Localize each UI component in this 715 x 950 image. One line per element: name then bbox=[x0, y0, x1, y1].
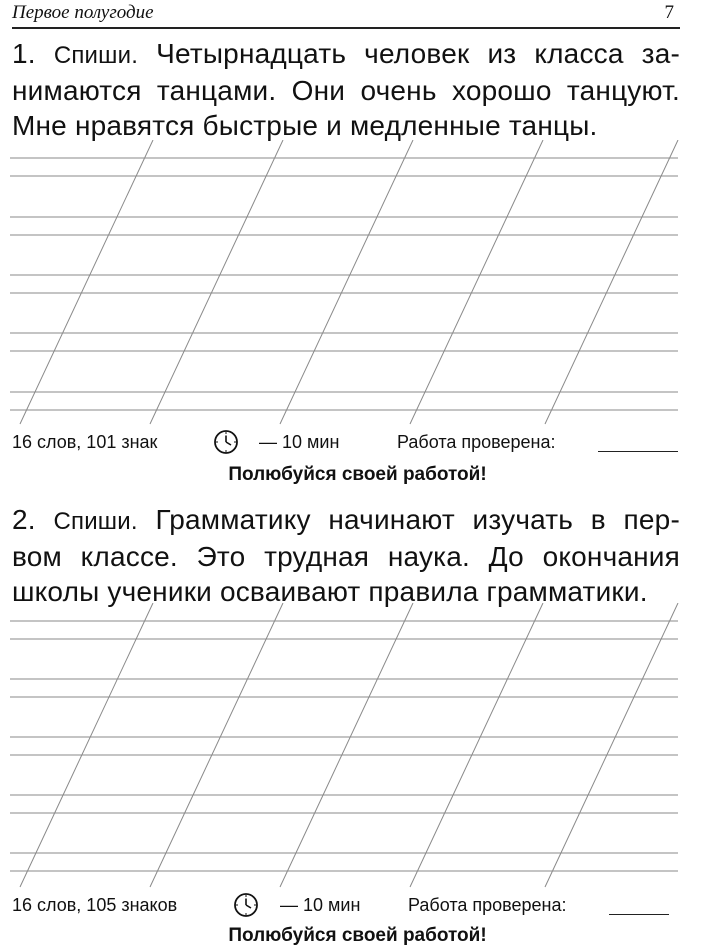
task-1-line-2: нимаются танцами. Они очень хорошо танцуют. bbox=[12, 75, 680, 106]
task-1-text bbox=[12, 36, 680, 143]
task-2-checked-field[interactable] bbox=[609, 914, 669, 915]
task-2-text-line-1: Грамматику начинают изучать в пер- bbox=[155, 504, 680, 535]
task-1-writing-lines[interactable] bbox=[10, 140, 680, 425]
task-2-line-1 bbox=[12, 502, 680, 539]
task-2-writing-lines[interactable] bbox=[10, 603, 680, 888]
task-2-time: — 10 мин bbox=[280, 895, 361, 915]
task-1-word-count: 16 слов, 101 знак bbox=[12, 432, 158, 452]
task-2-checked-label: Работа проверена: bbox=[408, 895, 567, 915]
task-2-text bbox=[12, 502, 680, 609]
task-2-line-3: школы ученики осваивают правила грамматики. bbox=[12, 576, 648, 607]
task-1-praise: Полюбуйся своей работой! bbox=[228, 464, 487, 485]
task-2-meta bbox=[12, 891, 680, 919]
header-title: Первое полугодие bbox=[12, 2, 154, 23]
task-2-line-2: вом классе. Это трудная наука. До окончания bbox=[12, 541, 680, 572]
clock-icon bbox=[212, 428, 240, 461]
task-1-checked-label: Работа проверена: bbox=[397, 432, 556, 452]
clock-icon bbox=[232, 891, 260, 924]
task-1-lead: Спиши. bbox=[53, 42, 139, 69]
task-2-word-count: 16 слов, 105 знаков bbox=[12, 895, 178, 915]
page-header bbox=[12, 0, 680, 29]
task-2-praise: Полюбуйся своей работой! bbox=[228, 925, 487, 946]
task-2-lead: Спиши. bbox=[53, 508, 138, 535]
task-1-time: — 10 мин bbox=[259, 432, 340, 452]
task-1-line-3: Мне нравятся быстрые и медленные танцы. bbox=[12, 110, 598, 141]
task-1-checked-field[interactable] bbox=[598, 451, 678, 452]
task-1-meta bbox=[12, 428, 680, 456]
task-1-line-1 bbox=[12, 36, 680, 73]
task-1-number: 1. bbox=[12, 38, 36, 69]
page-number: 7 bbox=[664, 2, 674, 23]
task-2-number: 2. bbox=[12, 504, 36, 535]
task-1-text-line-1: Четырнадцать человек из класса за- bbox=[156, 38, 680, 69]
